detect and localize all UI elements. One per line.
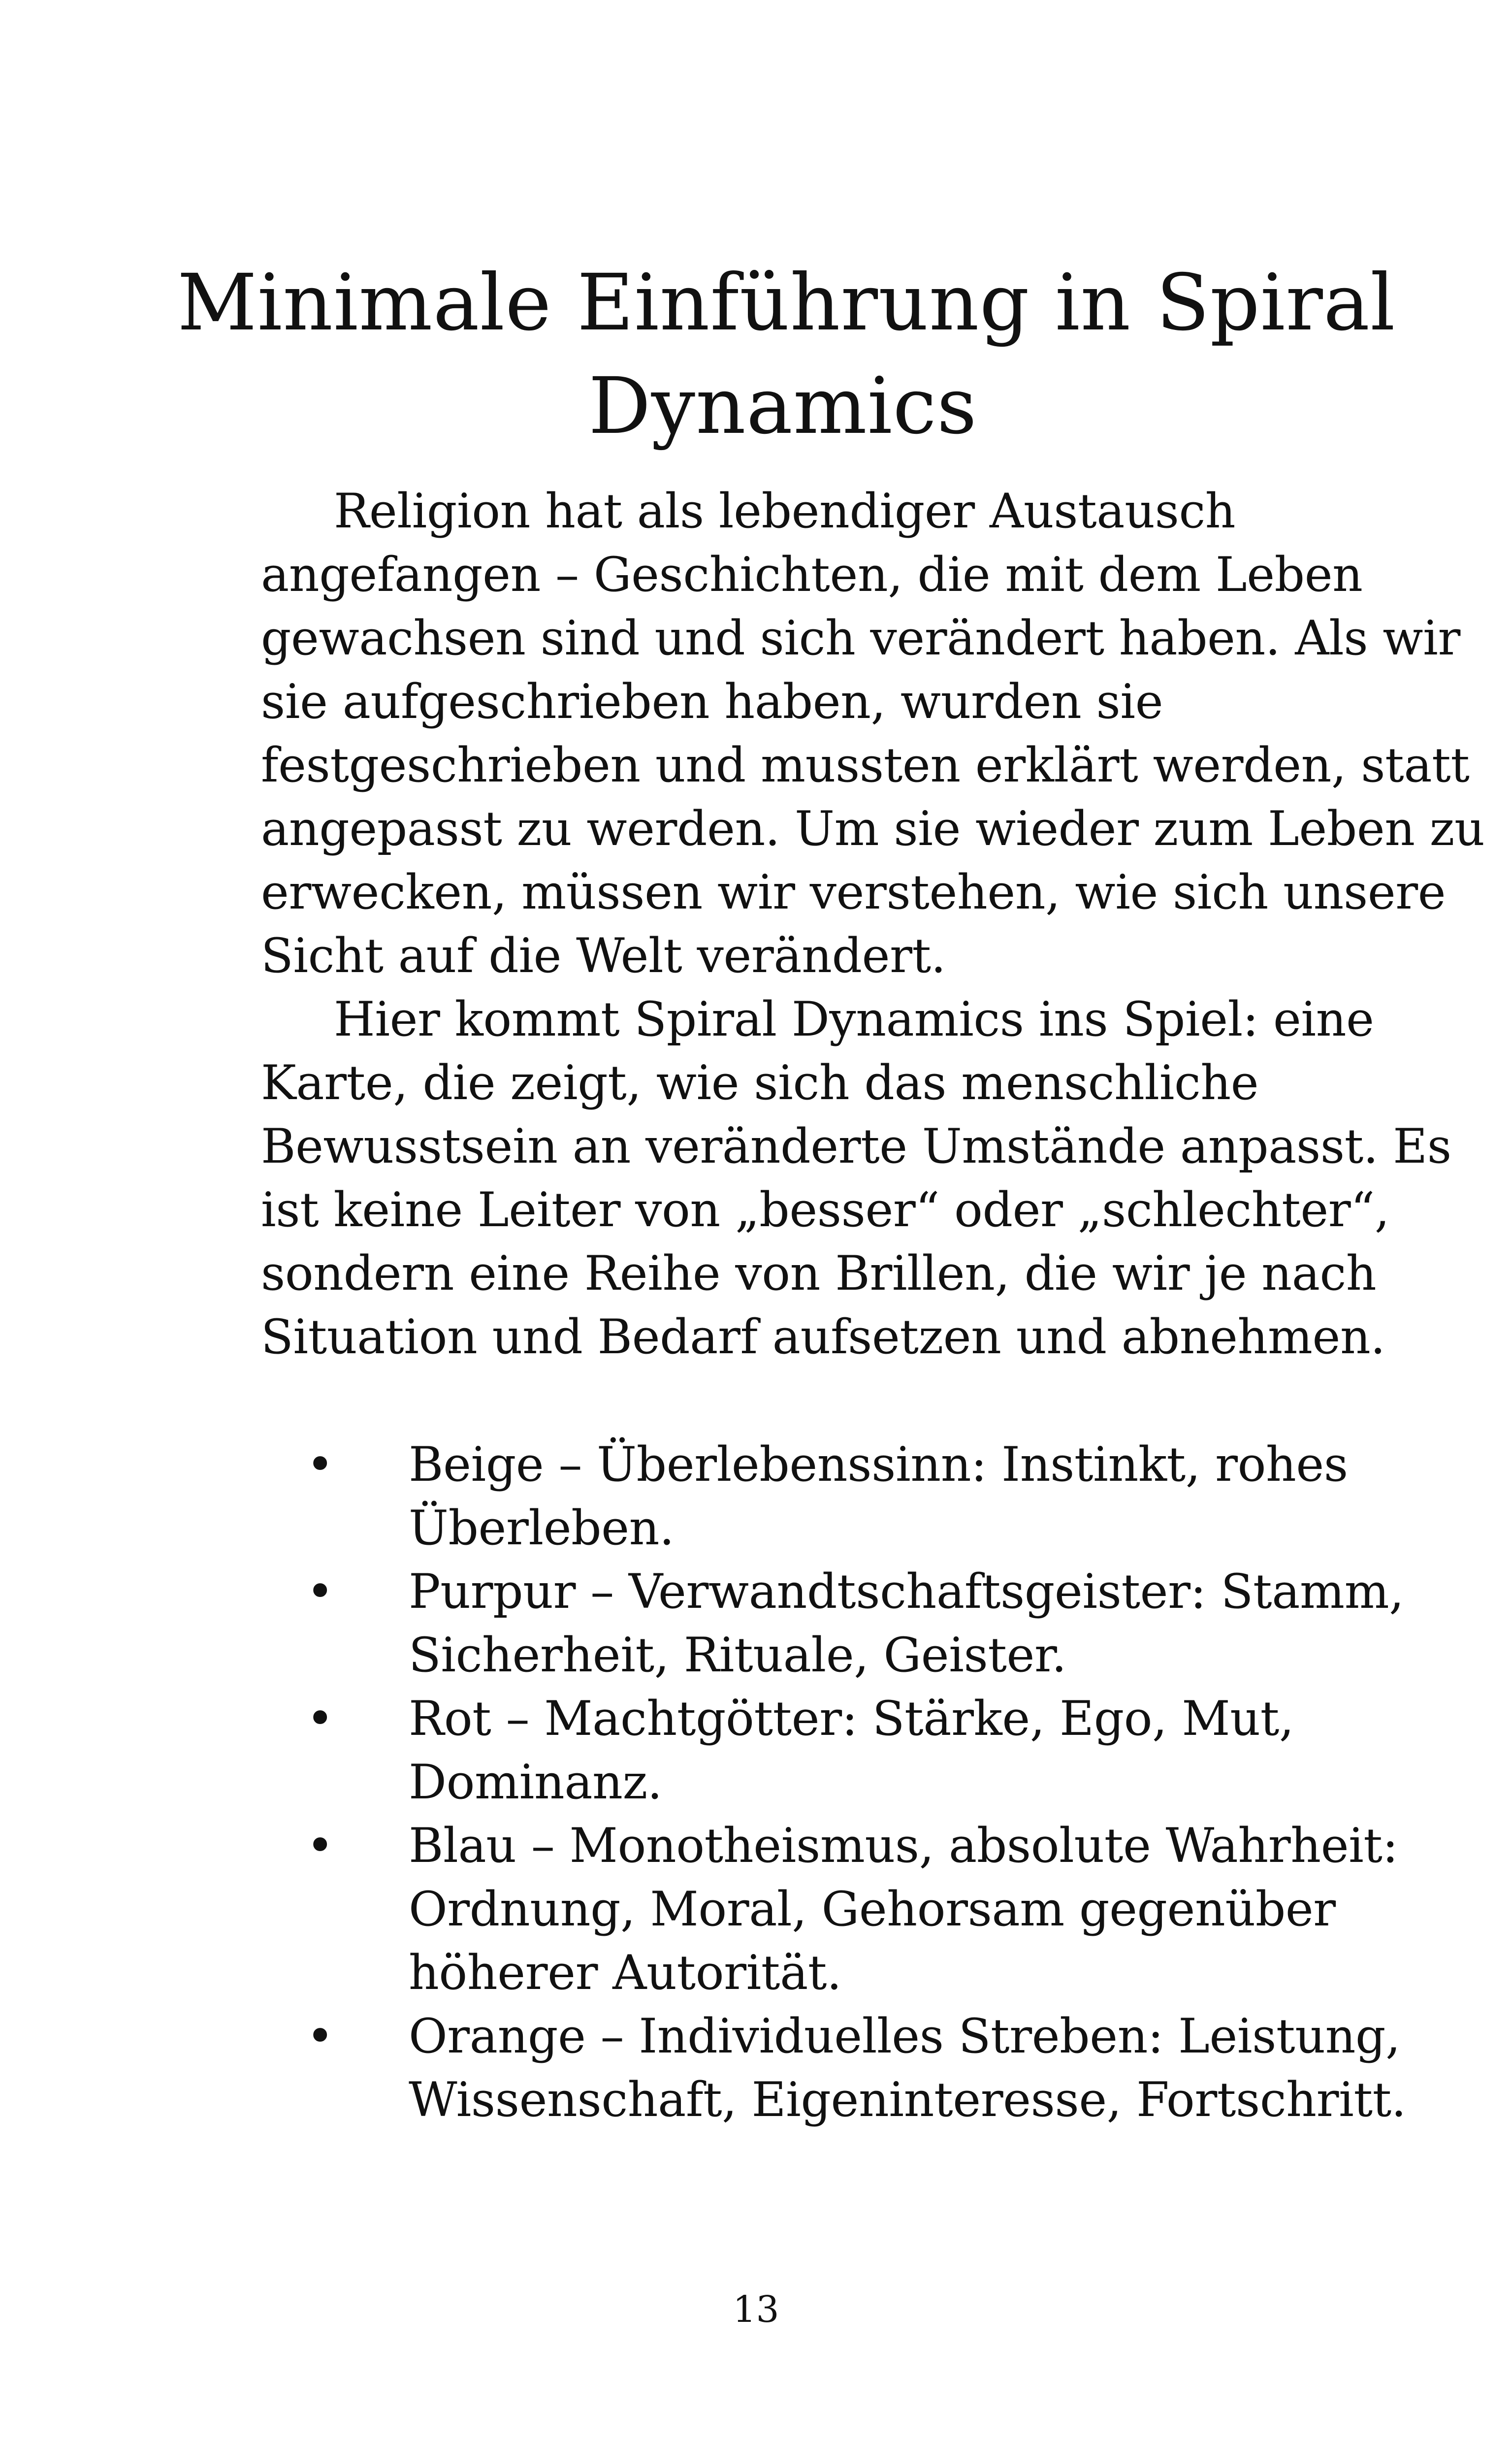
paragraph-2-line-3: Bewusstsein an veränderte Umstände anpasst. Es — [261, 1119, 1451, 1174]
list-item-blau-line-3: höherer Autorität. — [409, 1945, 842, 2000]
paragraph-1-line-3: gewachsen sind und sich verändert haben. Als wir — [261, 611, 1460, 666]
list-item-orange-line-2: Wissenschaft, Eigeninteresse, Fortschritt. — [409, 2072, 1406, 2127]
paragraph-2-line-6: Situation und Bedarf aufsetzen und abnehmen. — [261, 1309, 1385, 1365]
paragraph-1-line-6: angepasst zu werden. Um sie wieder zum Leben zu — [261, 801, 1485, 856]
paragraph-2-line-4: ist keine Leiter von „besser“ oder „schlechter“, — [261, 1182, 1390, 1238]
list-item-rot-line-1: Rot – Machtgötter: Stärke, Ego, Mut, — [409, 1691, 1294, 1746]
spiral-levels-list — [276, 1433, 1406, 2132]
paragraph-1-line-4: sie aufgeschrieben haben, wurden sie — [261, 674, 1163, 729]
bullet-icon: • — [306, 1437, 334, 1492]
list-item-rot-line-2: Dominanz. — [409, 1755, 662, 1810]
list-item-blau — [276, 1814, 1398, 2005]
chapter-title — [177, 251, 1396, 458]
list-item-blau-line-1: Blau – Monotheismus, absolute Wahrheit: — [409, 1818, 1398, 1873]
body-text — [261, 480, 1485, 1369]
paragraph-2-line-5: sondern eine Reihe von Brillen, die wir je nach — [261, 1246, 1377, 1301]
list-item-beige-line-2: Überleben. — [409, 1500, 675, 1556]
paragraph-1-line-8: Sicht auf die Welt verändert. — [261, 928, 946, 983]
paragraph-1 — [261, 480, 1485, 988]
list-item-beige — [276, 1433, 1369, 1560]
list-item-rot — [276, 1687, 1369, 1814]
bullet-icon: • — [306, 2009, 334, 2064]
paragraph-1-line-2: angefangen – Geschichten, die mit dem Leben — [261, 547, 1363, 602]
bullet-icon: • — [306, 1818, 334, 1873]
bullet-icon: • — [306, 1564, 334, 1619]
page-number: 13 — [733, 2288, 779, 2331]
list-item-beige-line-1: Beige – Überlebenssinn: Instinkt, rohes — [409, 1437, 1348, 1492]
list-item-purpur — [276, 1560, 1404, 1687]
paragraph-1-line-5: festgeschrieben und mussten erklärt werden, statt — [261, 738, 1470, 793]
list-item-orange — [276, 2005, 1406, 2132]
list-item-orange-line-1: Orange – Individuelles Streben: Leistung, — [409, 2009, 1401, 2064]
paragraph-2 — [261, 988, 1451, 1369]
paragraph-2-line-2: Karte, die zeigt, wie sich das menschliche — [261, 1055, 1259, 1110]
chapter-title-line-2: Dynamics — [588, 361, 977, 452]
paragraph-2-line-1: Hier kommt Spiral Dynamics ins Spiel: eine — [334, 992, 1374, 1047]
chapter-title-line-1: Minimale Einführung in Spiral — [177, 258, 1396, 348]
list-item-purpur-line-2: Sicherheit, Rituale, Geister. — [409, 1628, 1067, 1683]
list-item-blau-line-2: Ordnung, Moral, Gehorsam gegenüber — [409, 1882, 1336, 1937]
list-item-purpur-line-1: Purpur – Verwandtschaftsgeister: Stamm, — [409, 1564, 1404, 1619]
bullet-icon: • — [306, 1691, 334, 1746]
paragraph-1-line-7: erwecken, müssen wir verstehen, wie sich unsere — [261, 865, 1446, 920]
paragraph-1-line-1: Religion hat als lebendiger Austausch — [334, 484, 1236, 539]
